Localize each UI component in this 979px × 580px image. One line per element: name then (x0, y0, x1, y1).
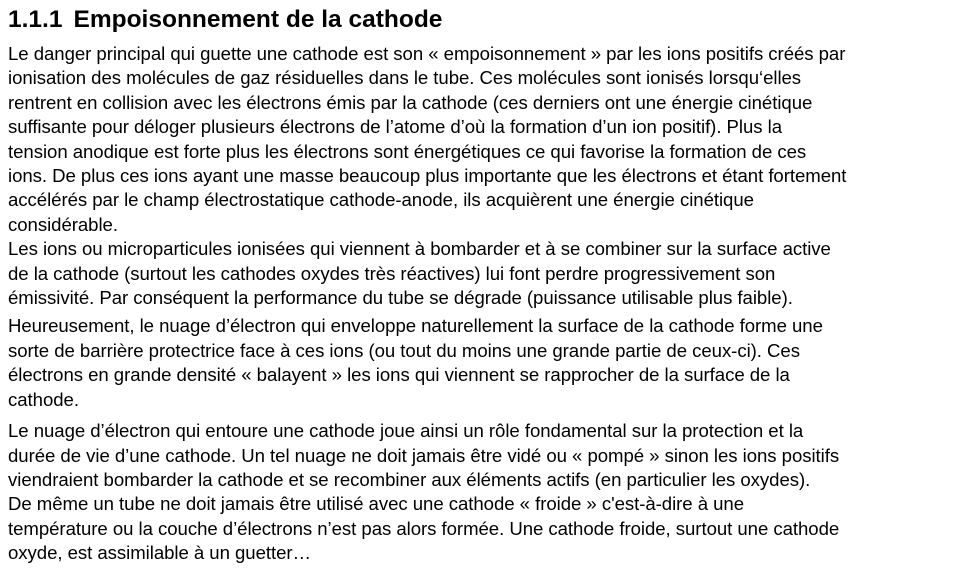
text-line: rentrent en collision avec les électrons émis par la cathode (ces derniers ont une énergie cinétique (8, 91, 813, 113)
text-line: Le nuage d’électron qui entoure une cathode joue ainsi un rôle fondamental sur la protection et la (8, 420, 804, 442)
text-line: sorte de barrière protectrice face à ces ions (ou tout du moins une grande partie de ceux-ci). Ces (8, 339, 800, 361)
text-line: suffisante pour déloger plusieurs électrons de l’atome d’où la formation d’un ion positif). Plus la (8, 116, 783, 138)
text-line: accélérés par le champ électrostatique cathode-anode, ils acquièrent une énergie cinétique (8, 189, 754, 211)
document-page (8, 4, 974, 566)
text-line: Les ions ou microparticules ionisées qui viennent à bombarder et à se combiner sur la surface active (8, 238, 831, 260)
text-line: considérable. (8, 213, 118, 235)
text-line: ions. De plus ces ions ayant une masse beaucoup plus importante que les électrons et étant fortement (8, 165, 847, 187)
text-line: cathode. (8, 388, 79, 410)
paragraph-cold-cathode (8, 492, 974, 565)
text-line: tension anodique est forte plus les électrons sont énergétiques ce qui favorise la formation de ces (8, 140, 807, 162)
paragraph-electron-cloud-barrier (8, 314, 974, 412)
text-line: ionisation des molécules de gaz résiduelles dans le tube. Ces molécules sont ionisés lorsqu‘elles (8, 67, 802, 89)
paragraph-poisoning-intro (8, 42, 974, 237)
text-line: viendraient bombarder la cathode et se recombiner aux éléments actifs (en particulier les oxydes). (8, 468, 811, 490)
text-line: durée de vie d’une cathode. Un tel nuage ne doit jamais être vidé ou « pompé » sinon les ions positifs (8, 444, 840, 466)
text-line: Heureusement, le nuage d’électron qui enveloppe naturellement la surface de la cathode forme une (8, 315, 823, 337)
section-title: Empoisonnement de la cathode (73, 6, 443, 33)
text-line: température ou la couche d’électrons n’est pas alors formée. Une cathode froide, surtout une cathode (8, 517, 840, 539)
text-line: De même un tube ne doit jamais être utilisé avec une cathode « froide » c'est-à-dire à une (8, 493, 744, 515)
text-line: Le danger principal qui guette une cathode est son « empoisonnement » par les ions positifs créés par (8, 43, 846, 64)
section-number: 1.1.1 (8, 6, 63, 33)
paragraph-ion-bombardment (8, 237, 974, 310)
section-heading (8, 4, 974, 36)
text-line: oxyde, est assimilable à un guetter… (8, 542, 312, 564)
paragraph-electron-cloud-role (8, 419, 974, 492)
text-line: émissivité. Par conséquent la performance du tube se dégrade (puissance utilisable plus faible). (8, 287, 793, 309)
text-line: de la cathode (surtout les cathodes oxydes très réactives) lui font perdre progressivement son (8, 262, 776, 284)
text-line: électrons en grande densité « balayent » les ions qui viennent se rapprocher de la surface de la (8, 364, 790, 386)
